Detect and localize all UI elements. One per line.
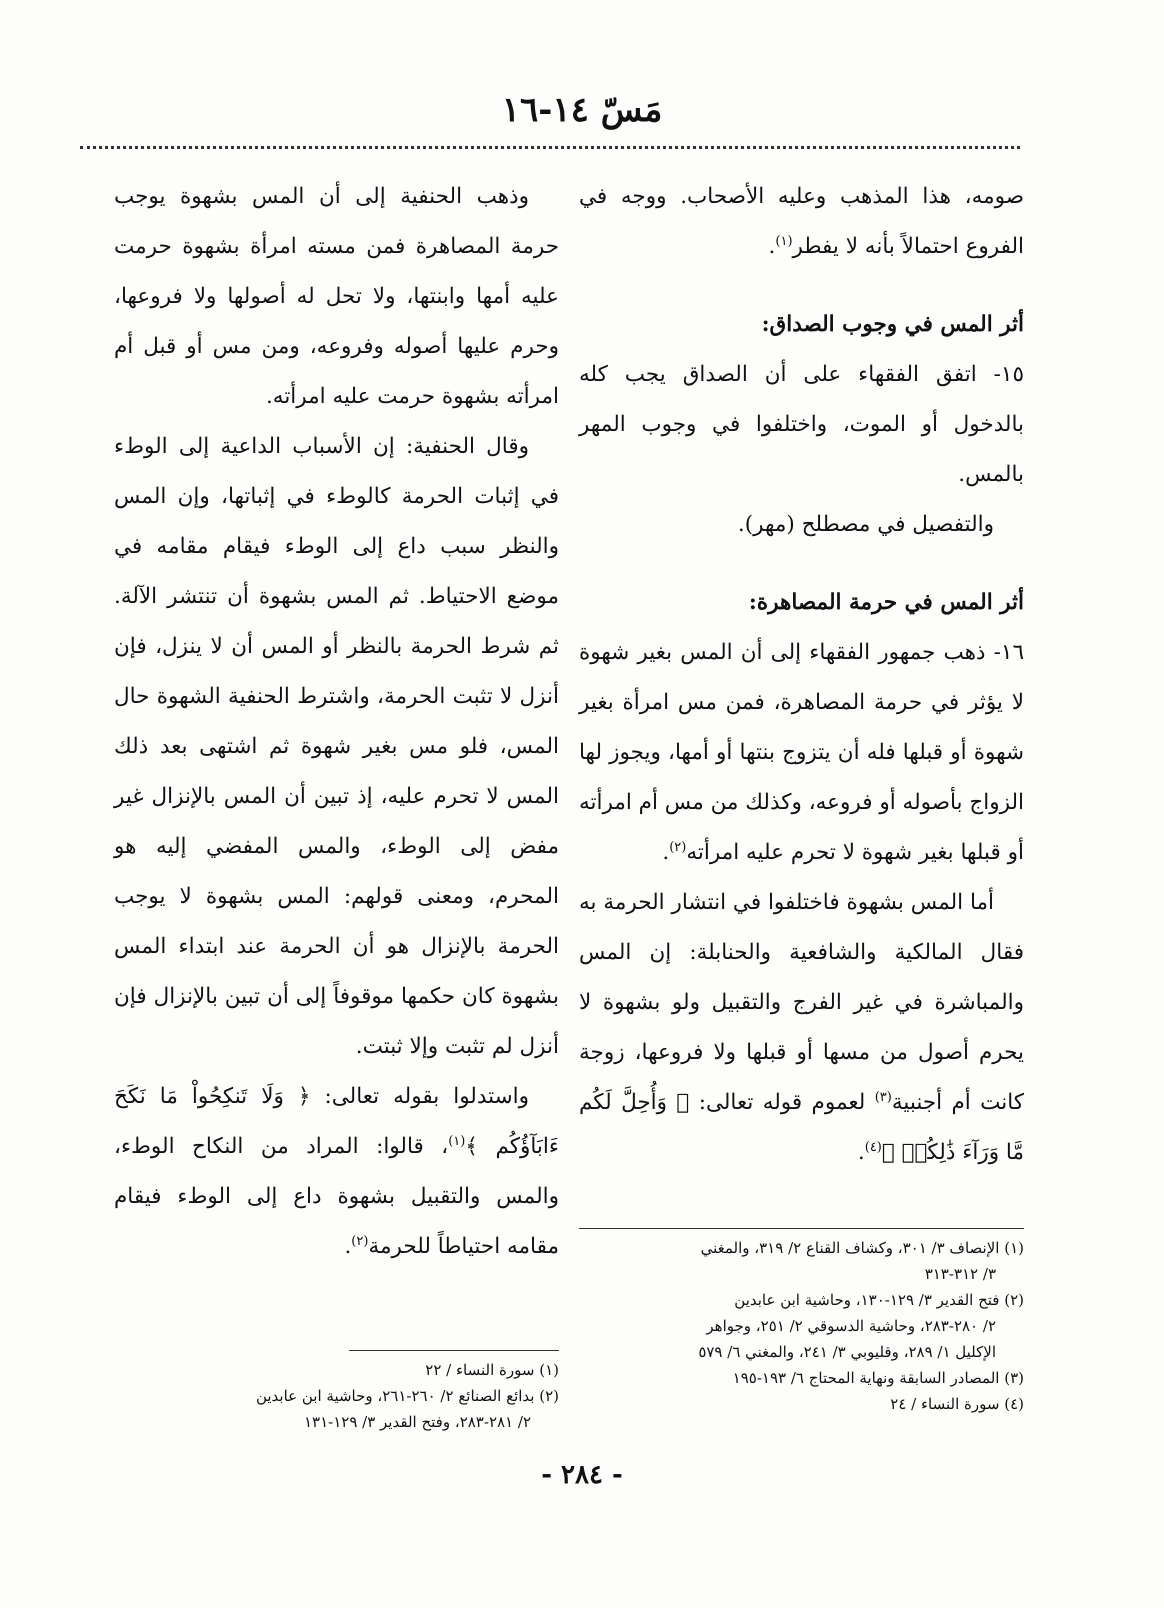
footnote-ref: (٣)	[874, 1089, 892, 1105]
paragraph: أما المس بشهوة فاختلفوا في انتشار الحرمة به فقال المالكية والشافعية والحنابلة: إن المس والمباشرة في غير الفرج والتقبيل ولو بشهوة لا يحرم أصول من مسها أو قبلها ولا فروعها، زوجة كانت أم أجنبية$^{(٣)}$ لعموم قوله تعالى: ﴿ وَأُحِلَّ لَكُم مَّا وَرَآءَ ذَٰلِكُمۡ ﴾$^{(٤)}$.	[579, 890, 1025, 1165]
paragraph: وقال الحنفية: إن الأسباب الداعية إلى الوطء في إثبات الحرمة كالوطء في إثباتها، وإن المس والنظر سبب داع إلى الوطء فيقام مقامه في موضع الاحتياط. ثم المس بشهوة أن تنتشر الآلة. ثم شرط الحرمة بالنظر أو المس أن لا ينزل، فإن أنزل لا تثبت الحرمة، واشترط الحنفية الشهوة حال المس، فلو مس بغير شهوة ثم اشتهى بعد ذلك المس لا تحرم عليه، إذ تبين أن المس بالإنزال غير مفض إلى الوطء، والمس المفضي إليه هو المحرم، ومعنى قولهم: المس بشهوة لا يوجب الحرمة بالإنزال هو أن الحرمة عند ابتداء المس بشهوة كان حكمها موقوفاً إلى أن تبين بالإنزال فإن أنزل لم تثبت وإلا ثبتت.	[114, 434, 559, 1059]
footnote: (١) الإنصاف ٣/ ٣٠١، وكشاف القناع ٢/ ٣١٩، والمغني	[700, 1239, 1024, 1257]
footnote: (٢) بدائع الصنائع ٢/ ٢٦٠-٢٦١، وحاشية ابن عابدين	[255, 1387, 559, 1405]
header-divider	[80, 146, 1020, 149]
page-header: مَسّ ١٤-١٦	[501, 90, 663, 130]
quran-verse: ﴿ وَلَا تَنكِحُواْ مَا نَكَحَ ءَابَآؤُكُم ﴾	[114, 1084, 559, 1159]
footnote: (١) سورة النساء / ٢٢	[425, 1361, 559, 1379]
footnote-ref: (٤)	[864, 1139, 882, 1155]
paragraph: صومه، هذا المذهب وعليه الأصحاب. ووجه في الفروع احتمالاً بأنه لا يفطر$^{(١)}$.	[579, 184, 1024, 259]
quran-verse: ﴿ وَأُحِلَّ لَكُم مَّا وَرَآءَ ذَٰلِكُمۡ ﴾	[579, 1090, 1024, 1165]
footnote-continuation: ٢/ ٢٨١-٢٨٣، وفتح القدير ٣/ ١٢٩-١٣١	[303, 1413, 531, 1431]
footnote-ref: (١)	[775, 233, 793, 249]
paragraph: والتفصيل في مصطلح (مهر).	[737, 512, 994, 537]
right-column	[579, 172, 1024, 1178]
footnote-continuation: ٢/ ٢٨٠-٢٨٣، وحاشية الدسوقي ٢/ ٢٥١، وجواهر	[706, 1317, 996, 1335]
footnote: (٢) فتح القدير ٣/ ١٢٩-١٣٠، وحاشية ابن عابدين	[734, 1291, 1024, 1309]
footnote-ref: (٢)	[669, 839, 687, 855]
footnote-ref: (١)	[448, 1133, 466, 1149]
paragraph: وذهب الحنفية إلى أن المس بشهوة يوجب حرمة المصاهرة فمن مسته امرأة بشهوة حرمت عليه أمها وابنتها، ولا تحل له أصولها ولا فروعها، وحرم عليها أصوله وفروعه، ومن مس أو قبل أم امرأته بشهوة حرمت عليه امرأته.	[114, 184, 559, 409]
footnote: (٣) المصادر السابقة ونهاية المحتاج ٦/ ١٩٣-١٩٥	[732, 1369, 1024, 1387]
footnote: (٤) سورة النساء / ٢٤	[890, 1395, 1024, 1413]
paragraph: ١٥- اتفق الفقهاء على أن الصداق يجب كله بالدخول أو الموت، واختلفوا في وجوب المهر بالمس.	[579, 362, 1024, 487]
footnote-continuation: الإكليل ١/ ٢٨٩، وقليوبي ٣/ ٢٤١، والمغني ٦/ ٥٧٩	[698, 1343, 996, 1361]
section-heading: أثر المس في وجوب الصداق:	[761, 312, 1024, 337]
footnote-divider	[349, 1350, 559, 1351]
paragraph: واستدلوا بقوله تعالى: ﴿ وَلَا تَنكِحُواْ مَا نَكَحَ ءَابَآؤُكُم ﴾$^{(١)}$، قالوا: المراد من النكاح الوطء، والمس والتقبيل بشهوة داع إلى الوطء فيقام مقامه احتياطاً للحرمة$^{(٢)}$.	[114, 1084, 559, 1259]
section-heading: أثر المس في حرمة المصاهرة:	[748, 590, 1024, 615]
footnotes-left	[114, 1350, 559, 1435]
paragraph: ١٦- ذهب جمهور الفقهاء إلى أن المس بغير شهوة لا يؤثر في حرمة المصاهرة، فمن مس امرأة بغير شهوة أو قبلها فله أن يتزوج بنتها أو أمها، ويجوز لها الزواج بأصوله أو فروعه، وكذلك من مس أم امرأته أو قبلها بغير شهوة لا تحرم عليه امرأته$^{(٢)}$.	[579, 640, 1024, 865]
left-column	[114, 172, 559, 1272]
footnote-ref: (٢)	[351, 1233, 369, 1249]
footnotes-right	[579, 1228, 1024, 1417]
footnote-continuation: ٣/ ٣١٢-٣١٣	[924, 1265, 996, 1283]
page-number: - ٢٨٤ -	[541, 1460, 623, 1490]
